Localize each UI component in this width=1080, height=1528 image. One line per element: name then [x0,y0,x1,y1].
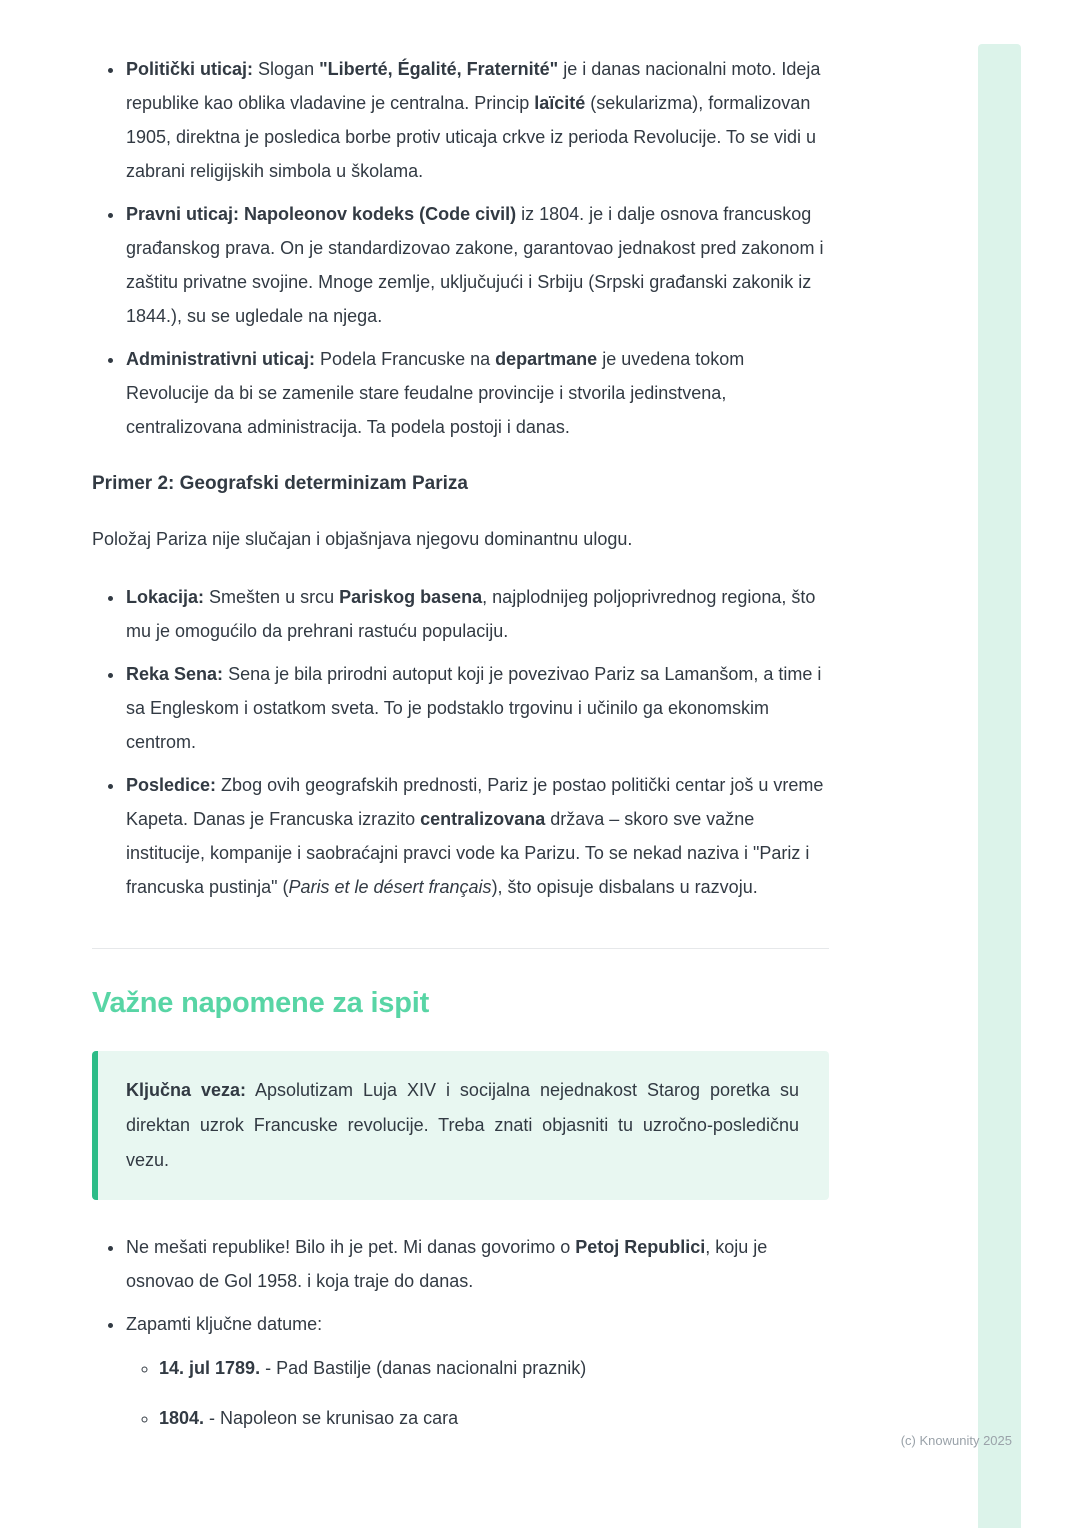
side-accent-strip [978,44,1021,1528]
list-item-text: Administrativni uticaj: Podela Francuske na departmane je uvedena tokom Revolucije da bi se zamenile stare feudalne provincije i stvorila jedinstvena, centralizovana administracija. Ta podela postoji i danas. [126,349,745,437]
list-item [125,768,829,904]
list-item [125,580,829,648]
geography-list [92,580,829,904]
list-item [125,657,829,759]
exam-notes-list [92,1230,829,1435]
list-item-text: Reka Sena: Sena je bila prirodni autoput koji je povezivao Pariz sa Lamanšom, a time i sa Engleskom i ostatkom sveta. To je podstaklo trgovinu i učinilo ga ekonomskim centrom. [126,664,822,752]
copyright-footer: (c) Knowunity 2025 [900,1433,1012,1448]
list-item-text: Lokacija: Smešten u srcu Pariskog basena, najplodnijeg poljoprivrednog regiona, što mu je omogućilo da prehrani rastuću populaciju. [126,587,816,641]
list-item [125,197,829,333]
key-connection-callout [92,1051,829,1200]
document-content [92,52,829,1435]
list-item-text: Ne mešati republike! Bilo ih je pet. Mi danas govorimo o Petoj Republici, koju je osnovao de Gol 1958. i koja traje do danas. [126,1237,768,1291]
intro-paragraph: Položaj Pariza nije slučajan i objašnjava njegovu dominantnu ulogu. [92,529,633,549]
key-dates-sublist [126,1351,829,1435]
list-item [125,1230,829,1298]
list-item-text: Politički uticaj: Slogan "Liberté, Égalité, Fraternité" je i danas nacionalni moto. Ideja republike kao oblika vladavine je centralna. Princip laïcité (sekularizma), formalizovan 1905, direktna je posledica borbe protiv uticaja crkve iz perioda Revolucije. To se vidi u zabrani religijskih simbola u školama. [126,59,821,181]
sub-list-item-text: 14. jul 1789. - Pad Bastilje (danas nacionalni praznik) [159,1358,587,1378]
list-item [125,342,829,444]
sub-list-item [159,1401,829,1435]
section-divider [92,948,829,949]
list-item [125,1307,829,1435]
callout-text: Ključna veza: Apsolutizam Luja XIV i socijalna nejednakost Starog poretka su direktan uzrok Francuske revolucije. Treba znati objasniti tu uzročno-posledičnu vezu. [126,1080,799,1170]
list-item-text: Zapamti ključne datume: [126,1314,323,1334]
list-item-text: Posledice: Zbog ovih geografskih prednosti, Pariz je postao politički centar još u vreme Kapeta. Danas je Francuska izrazito centralizovana država – skoro sve važne institucije, kompanije i saobraćajni pravci vode ka Parizu. To se nekad naziva i "Pariz i francuska pustinja" (Paris et le désert français), što opisuje disbalans u razvoju. [126,775,824,897]
list-item [125,52,829,188]
section-heading-notes: Važne napomene za ispit [92,987,430,1019]
section-heading-primer2: Primer 2: Geografski determinizam Pariza [92,473,468,494]
legacy-impact-list [92,52,829,444]
list-item-text: Pravni uticaj: Napoleonov kodeks (Code civil) iz 1804. je i dalje osnova francuskog građanskog prava. On je standardizovao zakone, garantovao jednakost pred zakonom i zaštitu privatne svojine. Mnoge zemlje, uključujući i Srbiju (Srpski građanski zakonik iz 1844.), su se ugledale na njega. [126,204,824,326]
sub-list-item-text: 1804. - Napoleon se krunisao za cara [159,1408,459,1428]
sub-list-item [159,1351,829,1385]
